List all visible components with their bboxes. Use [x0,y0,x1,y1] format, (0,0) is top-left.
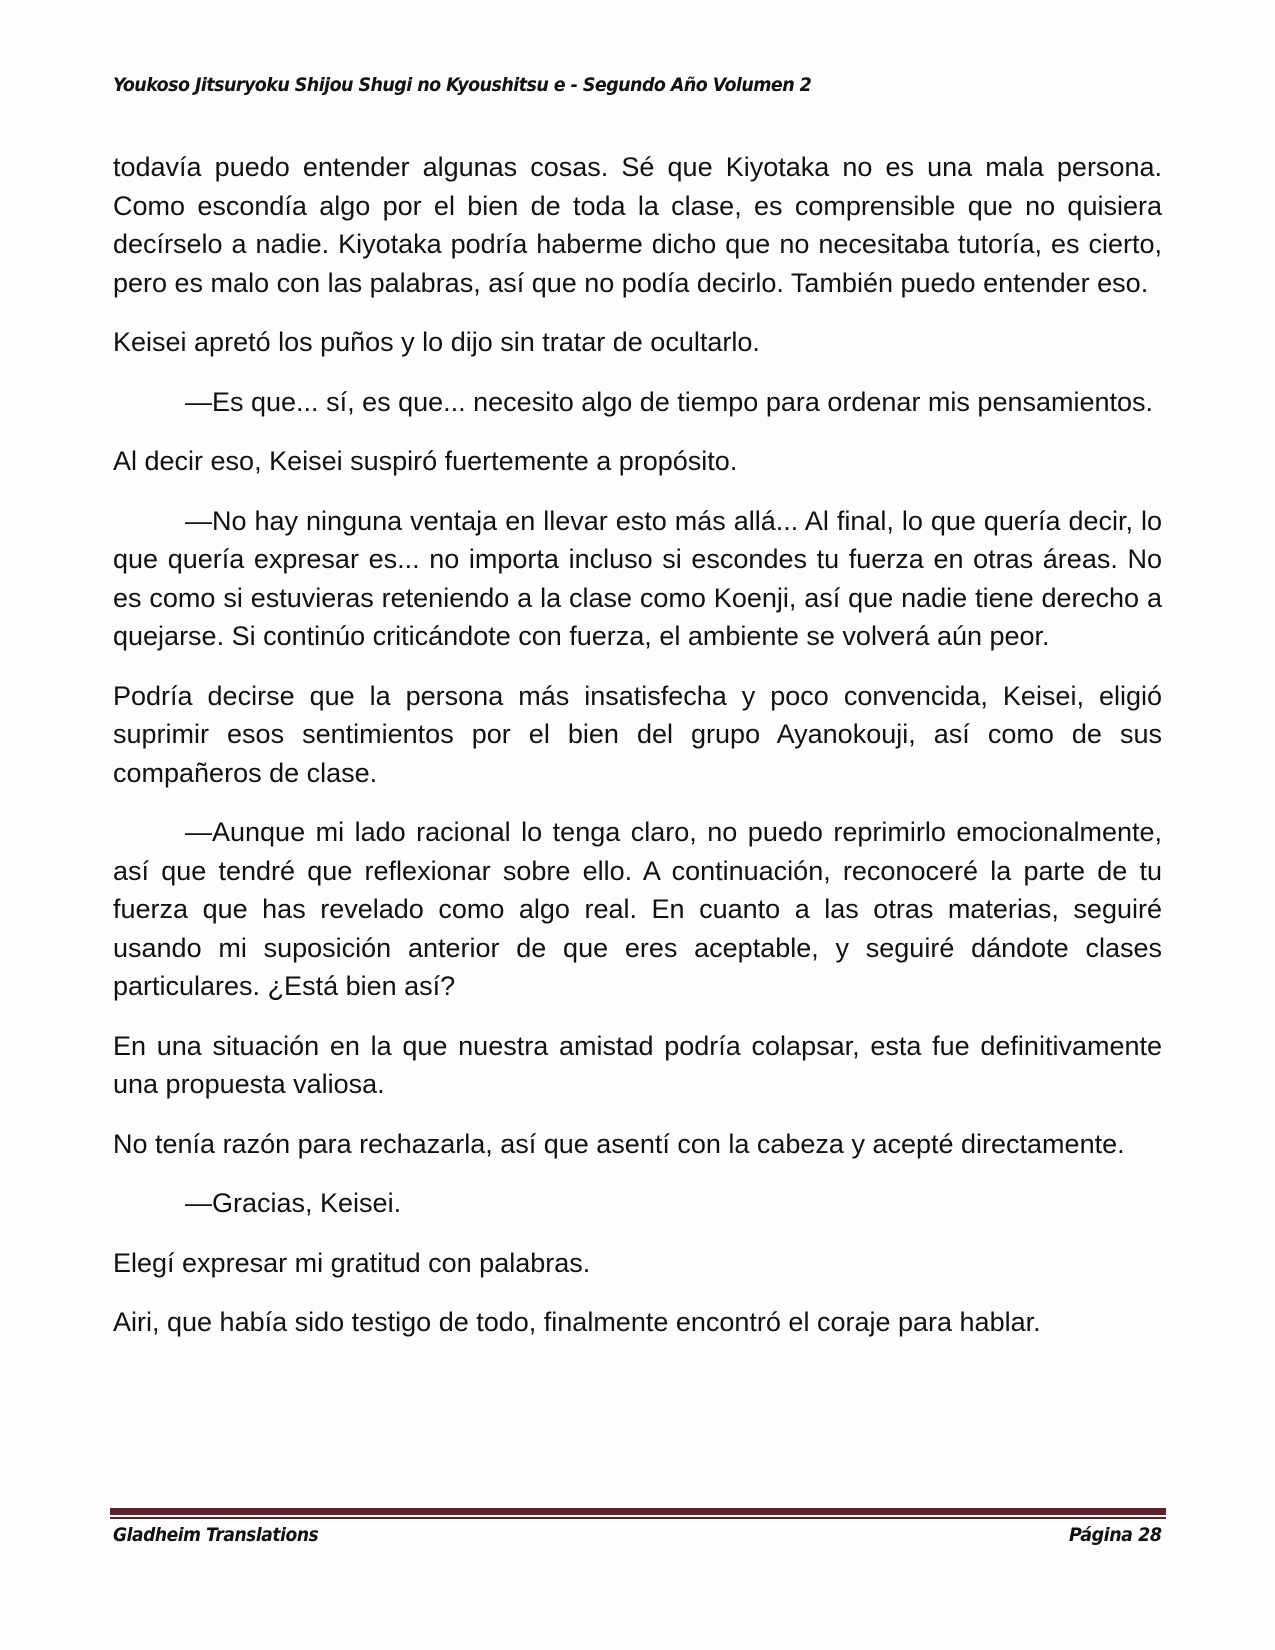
page-body [113,148,1162,1363]
paragraph: Podría decirse que la persona más insatisfecha y poco convencida, Keisei, eligió suprimir esos sentimientos por el bien del grupo Ayanokouji, así como de sus compañeros de clase. [113,680,1162,788]
paragraph: Keisei apretó los puños y lo dijo sin tratar de ocultarlo. [113,327,760,357]
paragraph: Al decir eso, Keisei suspiró fuertemente a propósito. [113,446,738,476]
dialogue-paragraph: —No hay ninguna ventaja en llevar esto más allá... Al final, lo que quería decir, lo que quería expresar es... no importa incluso si escondes tu fuerza en otras áreas. No es como si estuvieras reteniendo a la clase como Koenji, así que nadie tiene derecho a quejarse. Si continúo criticándote con fuerza, el ambiente se volverá aún peor. [113,505,1162,651]
running-header: Youkoso Jitsuryoku Shijou Shugi no Kyoushitsu e - Segundo Año Volumen 2 [113,74,812,96]
footer-divider-thick [110,1508,1166,1515]
dialogue-paragraph: —Aunque mi lado racional lo tenga claro, no puedo reprimirlo emocionalmente, así que tendré que reflexionar sobre ello. A continuación, reconoceré la parte de tu fuerza que has revelado como algo real. En cuanto a las otras materias, seguiré usando mi suposición anterior de que eres aceptable, y seguiré dándote clases particulares. ¿Está bien así? [113,817,1162,1001]
footer-credit: Gladheim Translations [113,1524,319,1546]
footer-divider [110,1508,1166,1519]
paragraph: En una situación en la que nuestra amistad podría colapsar, esta fue definitivamente una propuesta valiosa. [113,1030,1162,1099]
page-number: Página 28 [1069,1524,1162,1546]
dialogue-paragraph: —Es que... sí, es que... necesito algo de tiempo para ordenar mis pensamientos. [185,386,1154,417]
paragraph: todavía puedo entender algunas cosas. Sé que Kiyotaka no es una mala persona. Como escondía algo por el bien de toda la clase, es comprensible que no quisiera decírselo a nadie. Kiyotaka podría haberme dicho que no necesitaba tutoría, es cierto, pero es malo con las palabras, así que no podía decirlo. También puedo entender eso. [113,152,1162,298]
paragraph: Airi, que había sido testigo de todo, finalmente encontró el coraje para hablar. [113,1307,1041,1337]
dialogue-paragraph: —Gracias, Keisei. [185,1188,402,1218]
paragraph: Elegí expresar mi gratitud con palabras. [113,1247,591,1278]
footer-divider-thin [110,1517,1166,1519]
paragraph: No tenía razón para rechazarla, así que asentí con la cabeza y acepté directamente. [113,1128,1125,1159]
